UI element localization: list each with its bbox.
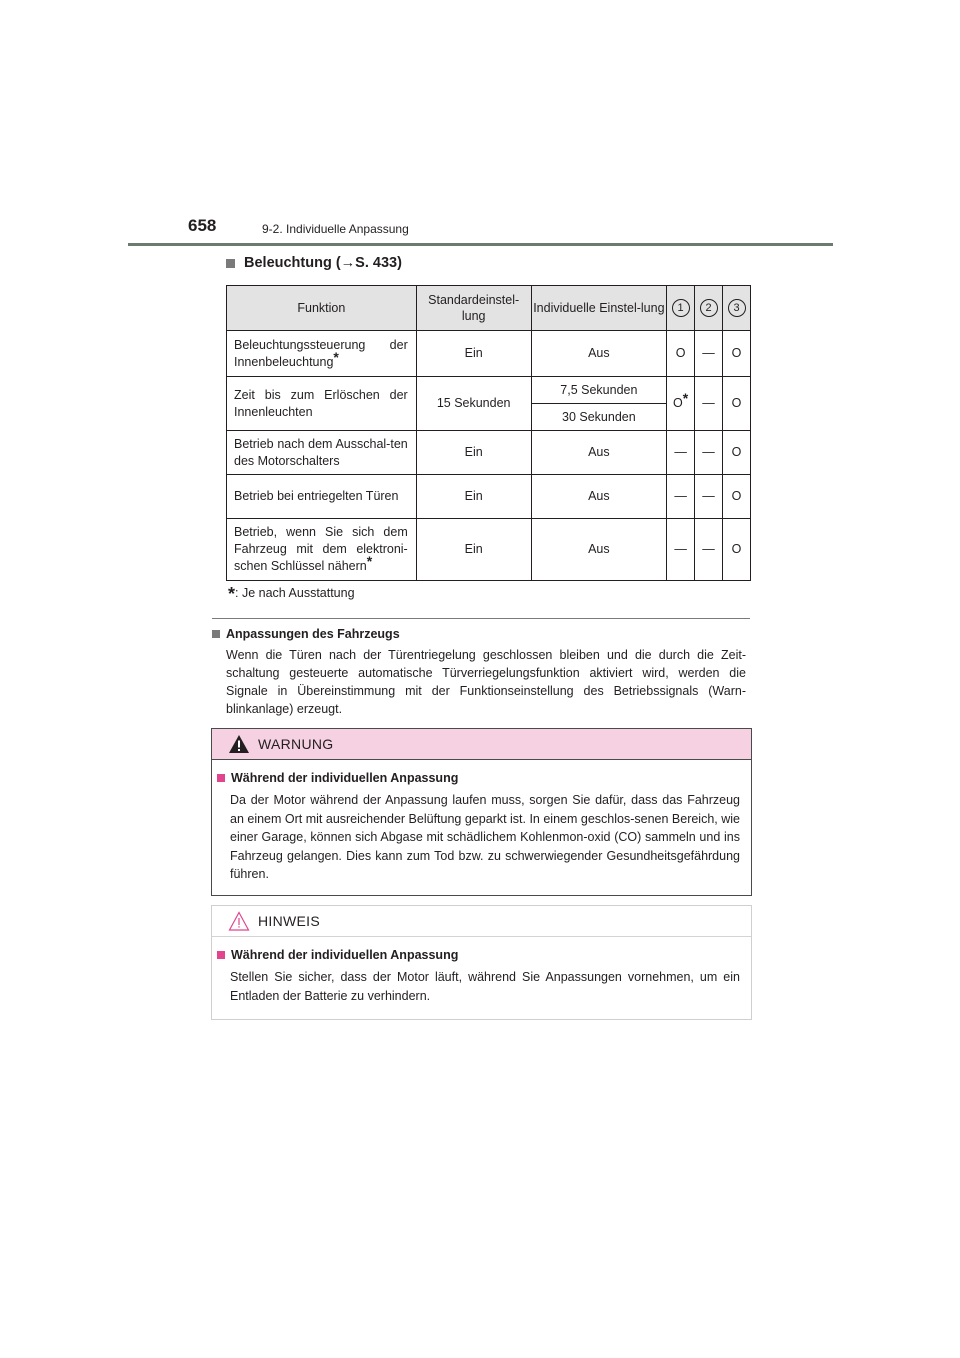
header-method-1 <box>667 286 695 331</box>
section-heading <box>226 255 402 271</box>
cell-method-2: — <box>695 519 723 581</box>
table-row <box>227 431 751 475</box>
footnote-text: : Je nach Ausstattung <box>235 586 355 600</box>
page-number: 658 <box>188 216 217 235</box>
table-row <box>227 377 751 404</box>
warning-label: WARNUNG <box>258 736 334 752</box>
cell-method-1: O <box>667 331 695 377</box>
header-rule <box>128 243 833 246</box>
notice-text: Stellen Sie sicher, dass der Motor läuft, während Sie Anpassungen vornehmen, um ein Entladen der Batterie zu verhindern. <box>230 970 740 1003</box>
cell-method-2: — <box>695 431 723 475</box>
circled-number-icon: 3 <box>728 299 746 317</box>
cell-method-3: O <box>723 475 751 519</box>
square-bullet-icon <box>217 951 225 959</box>
cell-method-3: O <box>723 331 751 377</box>
square-bullet-icon <box>226 259 235 268</box>
arrow-icon: → <box>340 255 356 271</box>
table-row <box>227 331 751 377</box>
cell-function: Beleuchtungssteuerung der Innenbeleuchtung* <box>227 331 417 377</box>
asterisk-mark: * <box>366 553 373 569</box>
cell-custom: Aus <box>531 431 667 475</box>
notice-triangle-icon <box>228 911 250 931</box>
customization-text: Wenn die Türen nach der Türentriegelung geschlossen bleiben und die durch die Zeit-schaltung gesteuerte automatische Türverriegelungsfunktion aktiviert wird, werden die Signale in Übereinstimmung mit der Funktionseinstellung des Betriebssignals (Warn-blinkanlage) erzeugt. <box>226 648 746 716</box>
notice-header <box>212 906 751 937</box>
cell-custom: Aus <box>531 519 667 581</box>
warning-text: Da der Motor während der Anpassung laufen muss, sorgen Sie dafür, dass das Fahrzeug an einem Ort mit ausreichender Belüftung geparkt ist. In einem geschlos-senen Bereich, wie einer Garage, können sich Abgase mit schädlichem Kohlenmon-oxid (CO) sammeln und ins Fahrzeug gelangen. Dies kann zum Tod bzw. zu schwerwiegender Gesundheitsgefährdung führen. <box>230 793 740 881</box>
asterisk-mark: * <box>682 390 689 406</box>
header-function: Funktion <box>227 286 417 331</box>
circled-number-icon: 2 <box>700 299 718 317</box>
square-bullet-icon <box>212 630 220 638</box>
cell-custom: Aus <box>531 331 667 377</box>
header-method-2 <box>695 286 723 331</box>
cell-default: 15 Sekunden <box>416 377 531 431</box>
footnote <box>228 584 355 605</box>
cell-method-2: — <box>695 331 723 377</box>
heading-text: Beleuchtung ( <box>244 255 341 271</box>
section-title: 9-2. Individuelle Anpassung <box>262 222 409 236</box>
table-row <box>227 519 751 581</box>
notice-label: HINWEIS <box>258 913 320 929</box>
customization-table <box>226 285 751 581</box>
cell-method-3: O <box>723 377 751 431</box>
page-reference: S. 433) <box>355 255 402 271</box>
footnote-asterisk: * <box>228 584 236 604</box>
cell-function: Betrieb, wenn Sie sich dem Fahrzeug mit dem elektroni-schen Schlüssel nähern* <box>227 519 417 581</box>
cell-method-1: — <box>667 519 695 581</box>
cell-default: Ein <box>416 431 531 475</box>
cell-default: Ein <box>416 475 531 519</box>
cell-method-2: — <box>695 377 723 431</box>
section-divider <box>212 618 750 619</box>
header-default: Standardeinstel-lung <box>416 286 531 331</box>
cell-custom: Aus <box>531 475 667 519</box>
cell-custom-alt: 30 Sekunden <box>531 404 667 431</box>
header-custom: Individuelle Einstel-lung <box>531 286 667 331</box>
notice-subheading: Während der individuellen Anpassung <box>217 948 458 962</box>
cell-default: Ein <box>416 331 531 377</box>
customization-heading: Anpassungen des Fahrzeugs <box>212 627 400 641</box>
circled-number-icon: 1 <box>672 299 690 317</box>
cell-default: Ein <box>416 519 531 581</box>
warning-subheading: Während der individuellen Anpassung <box>217 771 458 785</box>
cell-custom: 7,5 Sekunden <box>531 377 667 404</box>
notice-box <box>211 905 752 1020</box>
cell-method-3: O <box>723 431 751 475</box>
cell-method-1: O* <box>667 377 695 431</box>
square-bullet-icon <box>217 774 225 782</box>
cell-method-1: — <box>667 431 695 475</box>
warning-triangle-icon <box>228 734 250 754</box>
header-method-3 <box>723 286 751 331</box>
table-header-row <box>227 286 751 331</box>
warning-box <box>211 728 752 896</box>
cell-method-3: O <box>723 519 751 581</box>
table-row <box>227 475 751 519</box>
cell-function: Betrieb bei entriegelten Türen <box>227 475 417 519</box>
warning-header <box>212 729 751 760</box>
cell-function: Zeit bis zum Erlöschen der Innenleuchten <box>227 377 417 431</box>
cell-method-2: — <box>695 475 723 519</box>
asterisk-mark: * <box>333 348 339 365</box>
cell-method-1: — <box>667 475 695 519</box>
cell-function: Betrieb nach dem Ausschal-ten des Motorschalters <box>227 431 417 475</box>
